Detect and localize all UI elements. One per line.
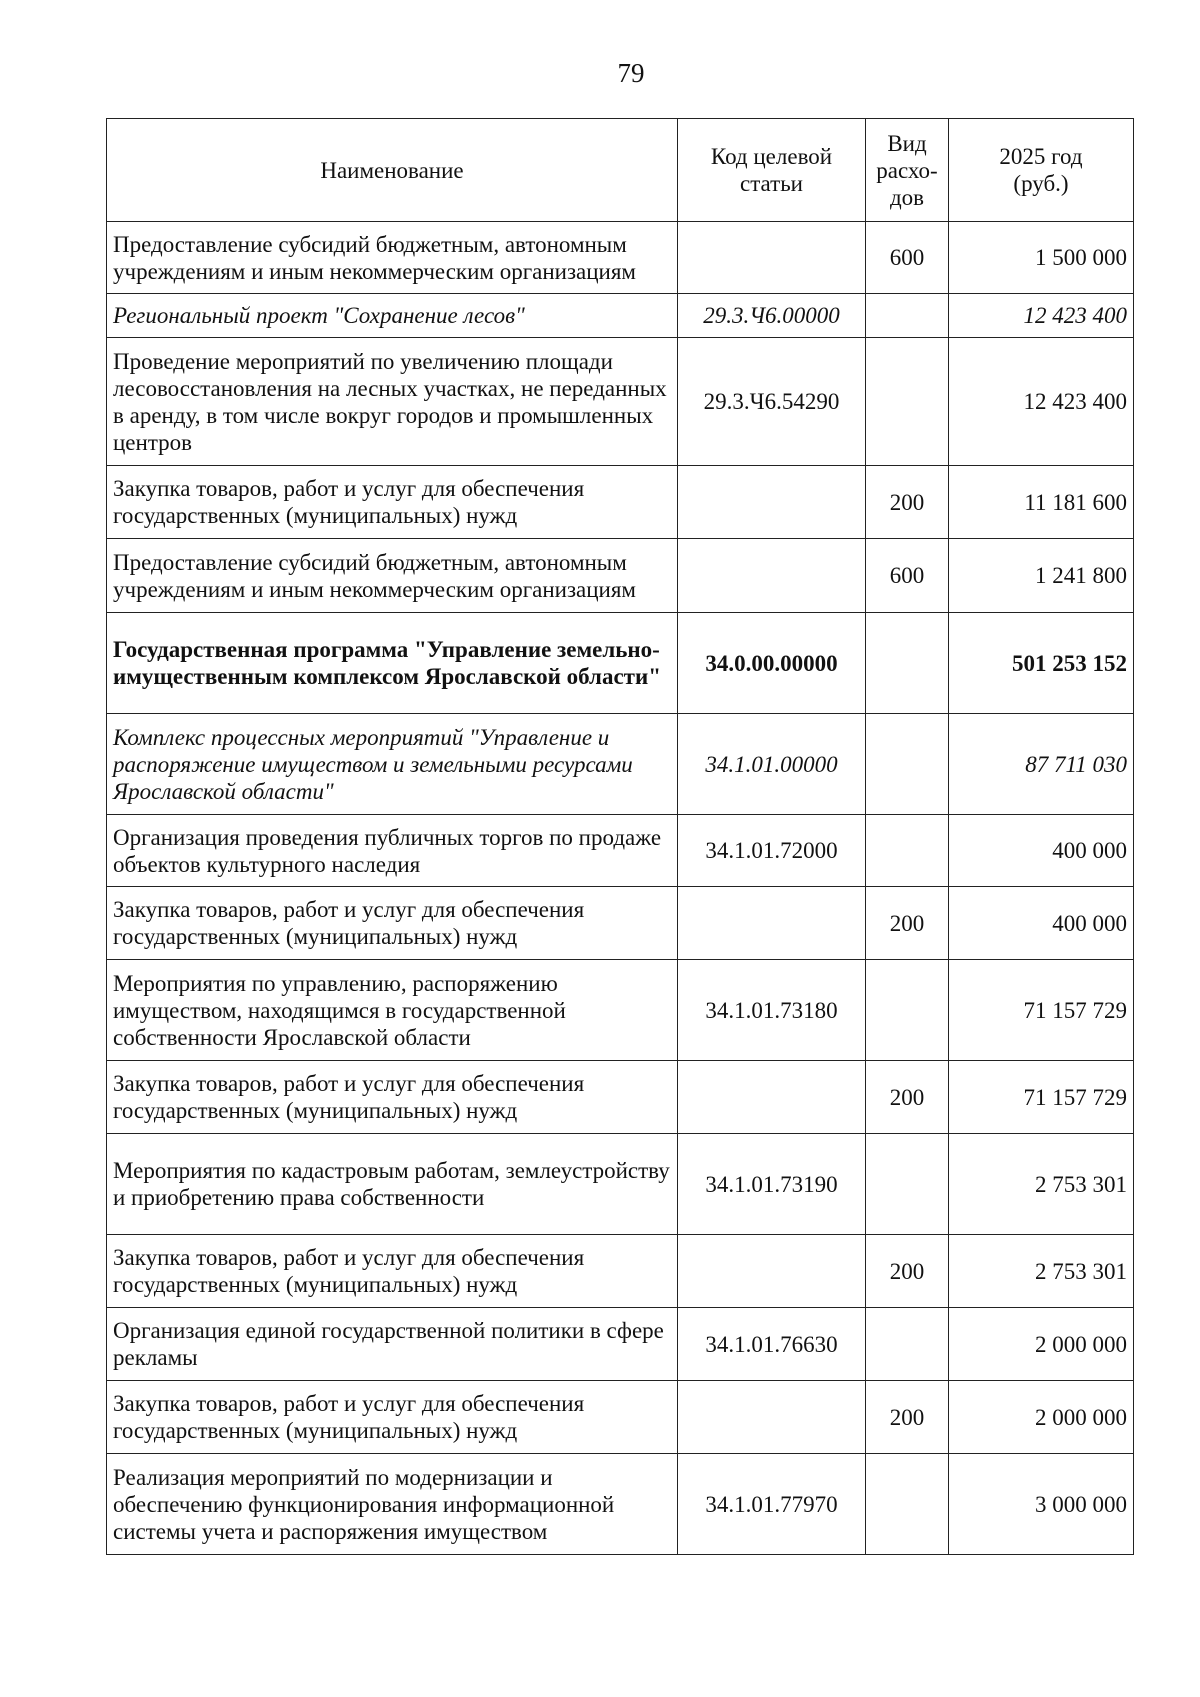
table-row — [107, 887, 1134, 960]
row-name-cell: Закупка товаров, работ и услуг для обеспечения государственных (муниципальных) нужд — [107, 1381, 678, 1454]
row-name-cell: Организация единой государственной политики в сфере рекламы — [107, 1308, 678, 1381]
table-body — [107, 222, 1134, 1555]
table-row — [107, 222, 1134, 294]
row-name-cell: Закупка товаров, работ и услуг для обеспечения государственных (муниципальных) нужд — [107, 1061, 678, 1134]
row-code-cell — [678, 887, 866, 960]
row-type-cell: 200 — [866, 1061, 949, 1134]
row-type-cell: 200 — [866, 1235, 949, 1308]
row-type-cell — [866, 1308, 949, 1381]
row-code-cell — [678, 1381, 866, 1454]
row-name-cell: Закупка товаров, работ и услуг для обеспечения государственных (муниципальных) нужд — [107, 1235, 678, 1308]
row-code-cell: 34.1.01.76630 — [678, 1308, 866, 1381]
row-amount-cell: 87 711 030 — [949, 714, 1134, 815]
header-code-line2: статьи — [739, 171, 803, 196]
row-type-cell — [866, 815, 949, 887]
table-row — [107, 294, 1134, 338]
row-type-cell — [866, 714, 949, 815]
row-type-cell — [866, 1134, 949, 1235]
row-code-cell: 34.0.00.00000 — [678, 613, 866, 714]
table-row — [107, 1235, 1134, 1308]
row-type-cell — [866, 960, 949, 1061]
table-row — [107, 1381, 1134, 1454]
table-header-row — [107, 119, 1134, 222]
row-amount-cell: 12 423 400 — [949, 294, 1134, 338]
row-amount-cell: 2 753 301 — [949, 1235, 1134, 1308]
table-row — [107, 1061, 1134, 1134]
row-type-cell: 600 — [866, 539, 949, 613]
header-code-line1: Код целевой — [710, 144, 833, 169]
row-amount-cell: 3 000 000 — [949, 1454, 1134, 1555]
row-code-cell: 34.1.01.73190 — [678, 1134, 866, 1235]
row-name-cell: Закупка товаров, работ и услуг для обеспечения государственных (муниципальных) нужд — [107, 887, 678, 960]
table-row — [107, 338, 1134, 466]
row-amount-cell: 12 423 400 — [949, 338, 1134, 466]
row-amount-cell: 400 000 — [949, 887, 1134, 960]
table-row — [107, 539, 1134, 613]
row-amount-cell: 501 253 152 — [949, 613, 1134, 714]
row-name-cell: Организация проведения публичных торгов по продаже объектов культурного наследия — [107, 815, 678, 887]
header-amount-line2: (руб.) — [1013, 171, 1069, 196]
row-code-cell: 34.1.01.00000 — [678, 714, 866, 815]
row-code-cell: 29.3.Ч6.00000 — [678, 294, 866, 338]
row-amount-cell: 11 181 600 — [949, 466, 1134, 539]
header-type-line1: Вид — [887, 130, 927, 156]
row-code-cell: 29.3.Ч6.54290 — [678, 338, 866, 466]
table-row — [107, 613, 1134, 714]
row-amount-cell: 71 157 729 — [949, 960, 1134, 1061]
table-row — [107, 1134, 1134, 1235]
row-type-cell — [866, 338, 949, 466]
table-row — [107, 815, 1134, 887]
table-row — [107, 1454, 1134, 1555]
row-type-cell: 600 — [866, 222, 949, 294]
row-type-cell — [866, 294, 949, 338]
header-amount — [949, 119, 1134, 222]
row-name-cell: Проведение мероприятий по увеличению площади лесовосстановления на лесных участках, не переданных в аренду, в том числе вокруг городов и промышленных центров — [107, 338, 678, 466]
row-code-cell — [678, 1061, 866, 1134]
row-amount-cell: 2 000 000 — [949, 1381, 1134, 1454]
header-type — [866, 119, 949, 222]
row-name-cell: Мероприятия по кадастровым работам, землеустройству и приобретению права собственности — [107, 1134, 678, 1235]
row-amount-cell: 400 000 — [949, 815, 1134, 887]
row-code-cell — [678, 539, 866, 613]
row-type-cell: 200 — [866, 1381, 949, 1454]
row-name-cell: Комплекс процессных мероприятий "Управление и распоряжение имуществом и земельными ресурсами Ярославской области" — [107, 714, 678, 815]
row-code-cell — [678, 1235, 866, 1308]
table-row — [107, 1308, 1134, 1381]
header-amount-line1: 2025 год — [999, 144, 1083, 169]
row-code-cell — [678, 222, 866, 294]
row-name-cell: Реализация мероприятий по модернизации и обеспечению функционирования информационной системы учета и распоряжения имуществом — [107, 1454, 678, 1555]
row-type-cell — [866, 613, 949, 714]
row-amount-cell: 1 241 800 — [949, 539, 1134, 613]
row-name-cell: Закупка товаров, работ и услуг для обеспечения государственных (муниципальных) нужд — [107, 466, 678, 539]
row-code-cell — [678, 466, 866, 539]
row-amount-cell: 2 000 000 — [949, 1308, 1134, 1381]
row-amount-cell: 2 753 301 — [949, 1134, 1134, 1235]
header-type-line2: расхо- — [876, 157, 938, 183]
page-number: 79 — [617, 58, 645, 88]
row-type-cell — [866, 1454, 949, 1555]
row-name-cell: Мероприятия по управлению, распоряжению имуществом, находящимся в государственной собственности Ярославской области — [107, 960, 678, 1061]
row-code-cell: 34.1.01.72000 — [678, 815, 866, 887]
header-type-line3: дов — [889, 184, 925, 210]
row-code-cell: 34.1.01.77970 — [678, 1454, 866, 1555]
table-row — [107, 714, 1134, 815]
header-name: Наименование — [107, 119, 678, 222]
table-row — [107, 960, 1134, 1061]
row-type-cell: 200 — [866, 466, 949, 539]
row-name-cell: Предоставление субсидий бюджетным, автономным учреждениям и иным некоммерческим организациям — [107, 539, 678, 613]
header-code — [678, 119, 866, 222]
row-type-cell: 200 — [866, 887, 949, 960]
row-amount-cell: 1 500 000 — [949, 222, 1134, 294]
table-row — [107, 466, 1134, 539]
row-name-cell: Государственная программа "Управление земельно-имущественным комплексом Ярославской области" — [107, 613, 678, 714]
row-amount-cell: 71 157 729 — [949, 1061, 1134, 1134]
row-name-cell: Предоставление субсидий бюджетным, автономным учреждениям и иным некоммерческим организациям — [107, 222, 678, 294]
row-code-cell: 34.1.01.73180 — [678, 960, 866, 1061]
row-name-cell: Региональный проект "Сохранение лесов" — [107, 294, 678, 338]
budget-table — [106, 118, 1134, 1555]
